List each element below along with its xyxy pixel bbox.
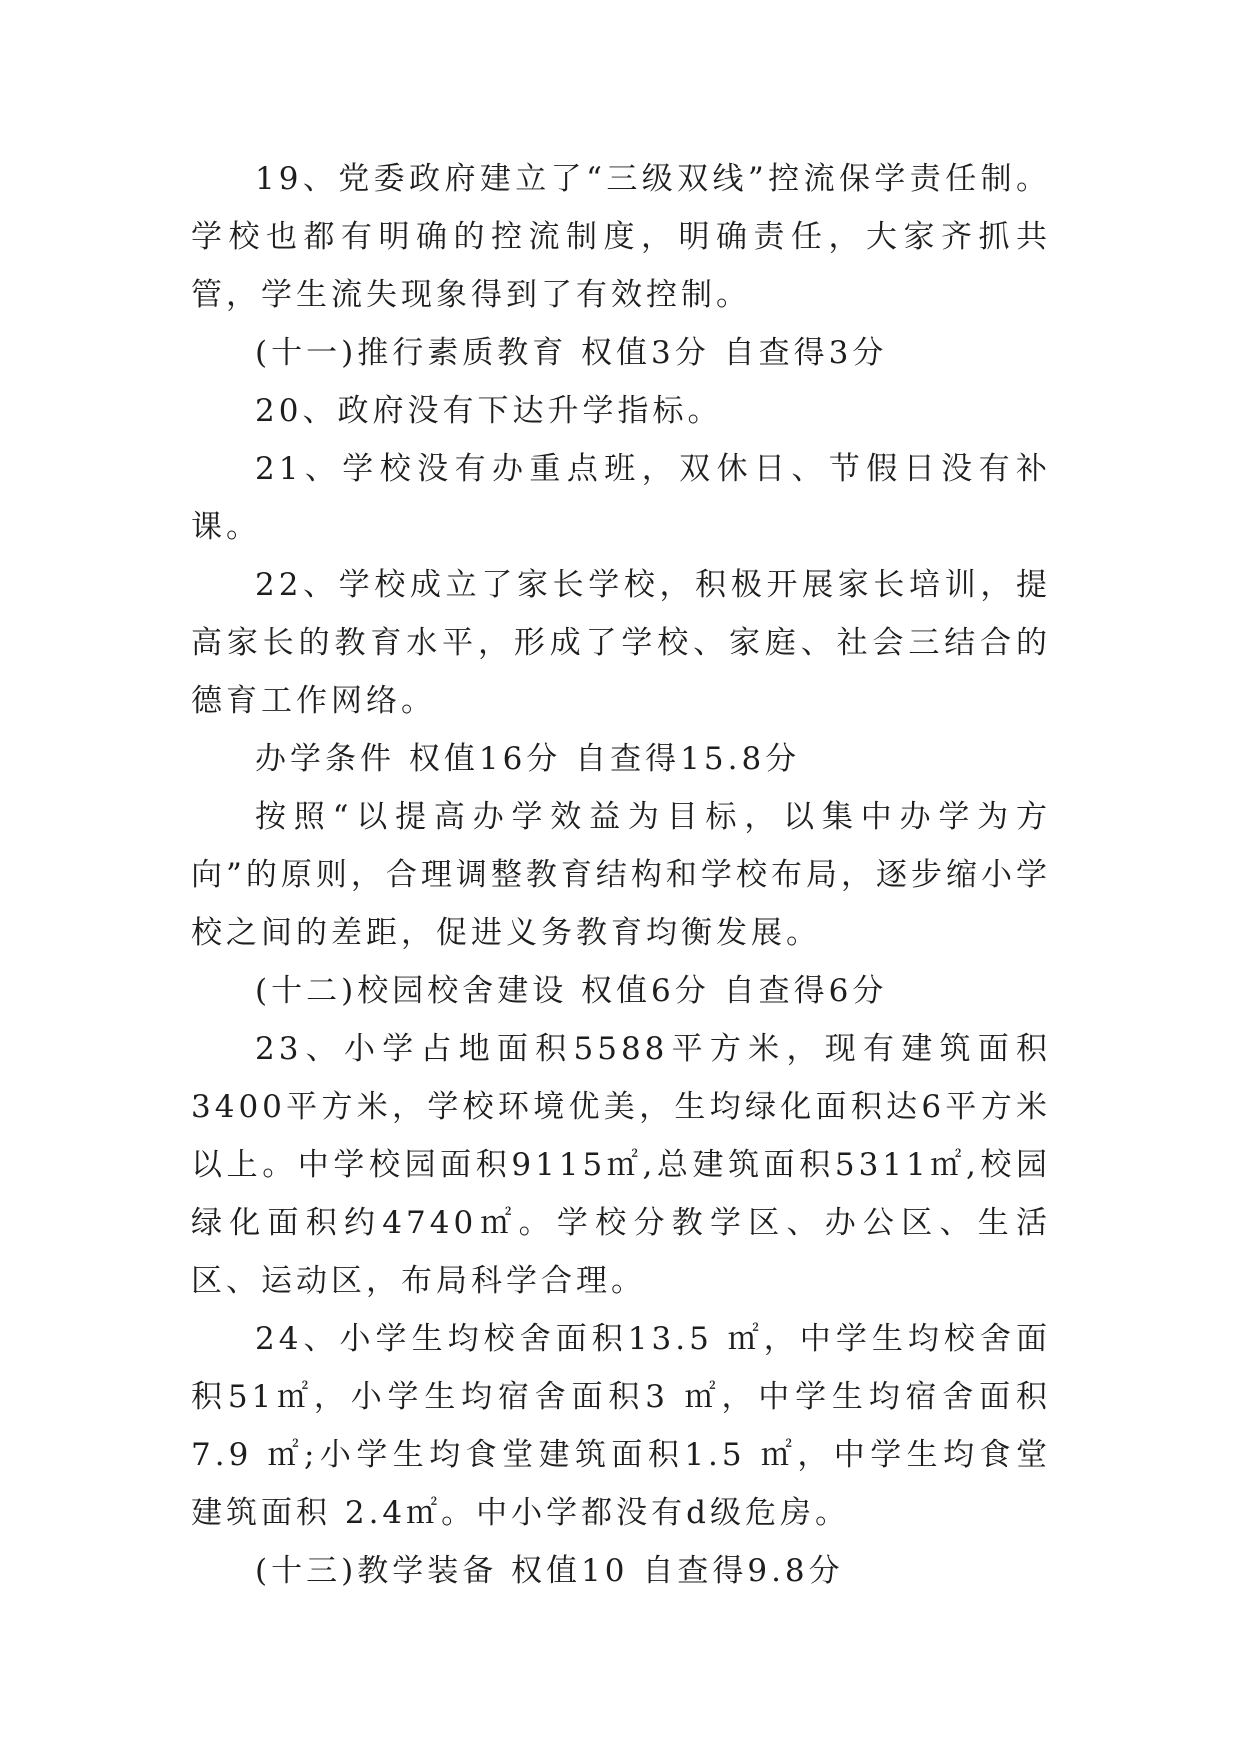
paragraph-21: 21、学校没有办重点班，双休日、节假日没有补课。 [191,451,1051,545]
section-heading-13: (十三)教学装备 权值10 自查得9.8分 [255,1553,844,1589]
section-heading-12: (十二)校园校舍建设 权值6分 自查得6分 [255,973,888,1009]
paragraph-19: 19、党委政府建立了“三级双线”控流保学责任制。学校也都有明确的控流制度，明确责任，大家齐抓共管，学生流失现象得到了有效控制。 [191,161,1051,313]
section-heading-11: (十一)推行素质教育 权值3分 自查得3分 [255,335,888,371]
paragraph-23: 23、小学占地面积5588平方米，现有建筑面积3400平方米，学校环境优美，生均绿化面积达6平方米以上。中学校园面积9115㎡,总建筑面积5311㎡,校园绿化面积约4740㎡。学校分教学区、办公区、生活区、运动区，布局科学合理。 [191,1031,1051,1299]
section-heading-conditions: 办学条件 权值16分 自查得15.8分 [255,741,801,777]
paragraph-principle: 按照“以提高办学效益为目标，以集中办学为方向”的原则，合理调整教育结构和学校布局，逐步缩小学校之间的差距，促进义务教育均衡发展。 [191,799,1051,951]
document-body [191,150,1051,1600]
paragraph-20: 20、政府没有下达升学指标。 [255,393,723,429]
paragraph-22: 22、学校成立了家长学校，积极开展家长培训，提高家长的教育水平，形成了学校、家庭、社会三结合的德育工作网络。 [191,567,1051,719]
paragraph-24: 24、小学生均校舍面积13.5 ㎡，中学生均校舍面积51㎡，小学生均宿舍面积3 ㎡，中学生均宿舍面积7.9 ㎡;小学生均食堂建筑面积1.5 ㎡，中学生均食堂建筑面积 2.4㎡。中小学都没有d级危房。 [191,1321,1051,1531]
